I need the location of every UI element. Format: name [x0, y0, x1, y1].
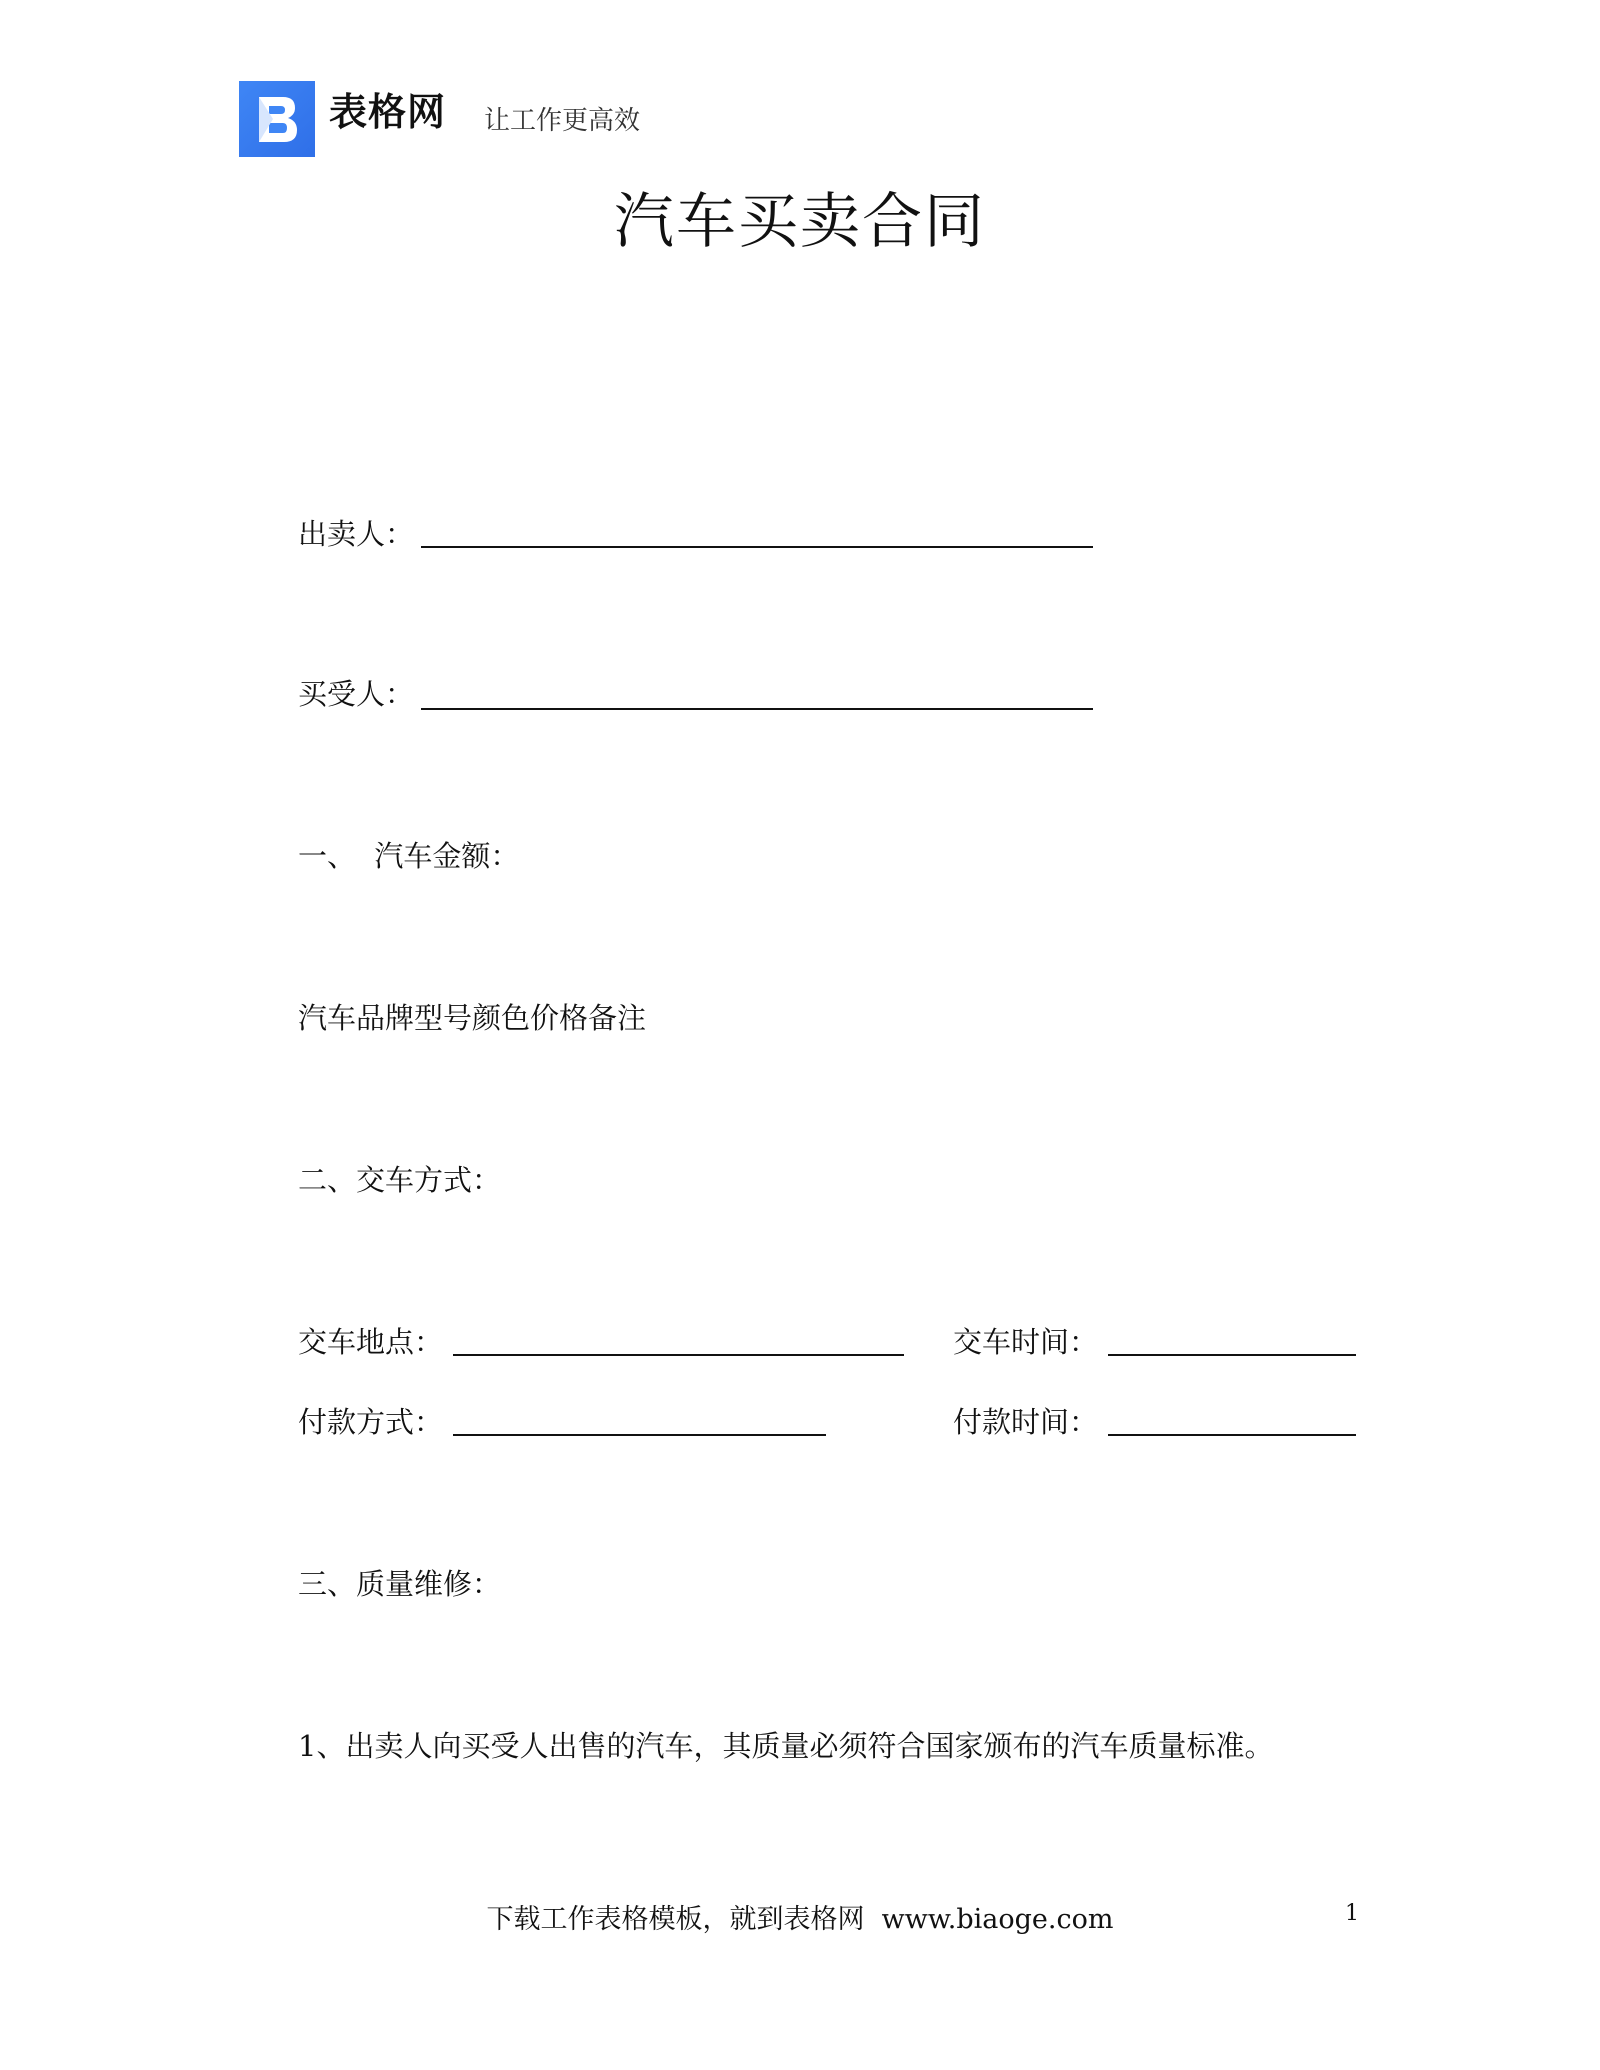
logo-b-icon	[239, 81, 315, 157]
payment-time-blank-line	[1108, 1434, 1356, 1436]
section1-heading: 一、 汽车金额：	[298, 839, 520, 873]
delivery-time-label: 交车时间：	[953, 1325, 1099, 1359]
document-title: 汽车买卖合同	[614, 187, 986, 257]
brand-name: 表格网	[329, 90, 447, 134]
delivery-place-label: 交车地点：	[298, 1325, 444, 1359]
section2-heading: 二、交车方式：	[298, 1163, 502, 1197]
seller-blank-line	[421, 546, 1093, 548]
buyer-blank-line	[421, 708, 1093, 710]
payment-time-label: 付款时间：	[953, 1405, 1099, 1439]
payment-method-blank-line	[453, 1434, 826, 1436]
buyer-label: 买受人：	[298, 677, 415, 711]
section3-heading: 三、质量维修：	[298, 1567, 502, 1601]
delivery-place-blank-line	[453, 1354, 904, 1356]
brand-slogan: 让工作更高效	[484, 106, 641, 136]
seller-label: 出卖人：	[298, 517, 415, 551]
logo	[239, 81, 315, 157]
section3-clause-1: 1、出卖人向买受人出售的汽车，其质量必须符合国家颁布的汽车质量标准。	[298, 1729, 1274, 1763]
footer-text: 下载工作表格模板，就到表格网 www.biaoge.com	[486, 1904, 1114, 1935]
delivery-time-blank-line	[1108, 1354, 1356, 1356]
page-number: 1	[1345, 1901, 1359, 1926]
payment-method-label: 付款方式：	[298, 1405, 444, 1439]
section1-table-header: 汽车品牌型号颜色价格备注	[298, 1001, 647, 1035]
